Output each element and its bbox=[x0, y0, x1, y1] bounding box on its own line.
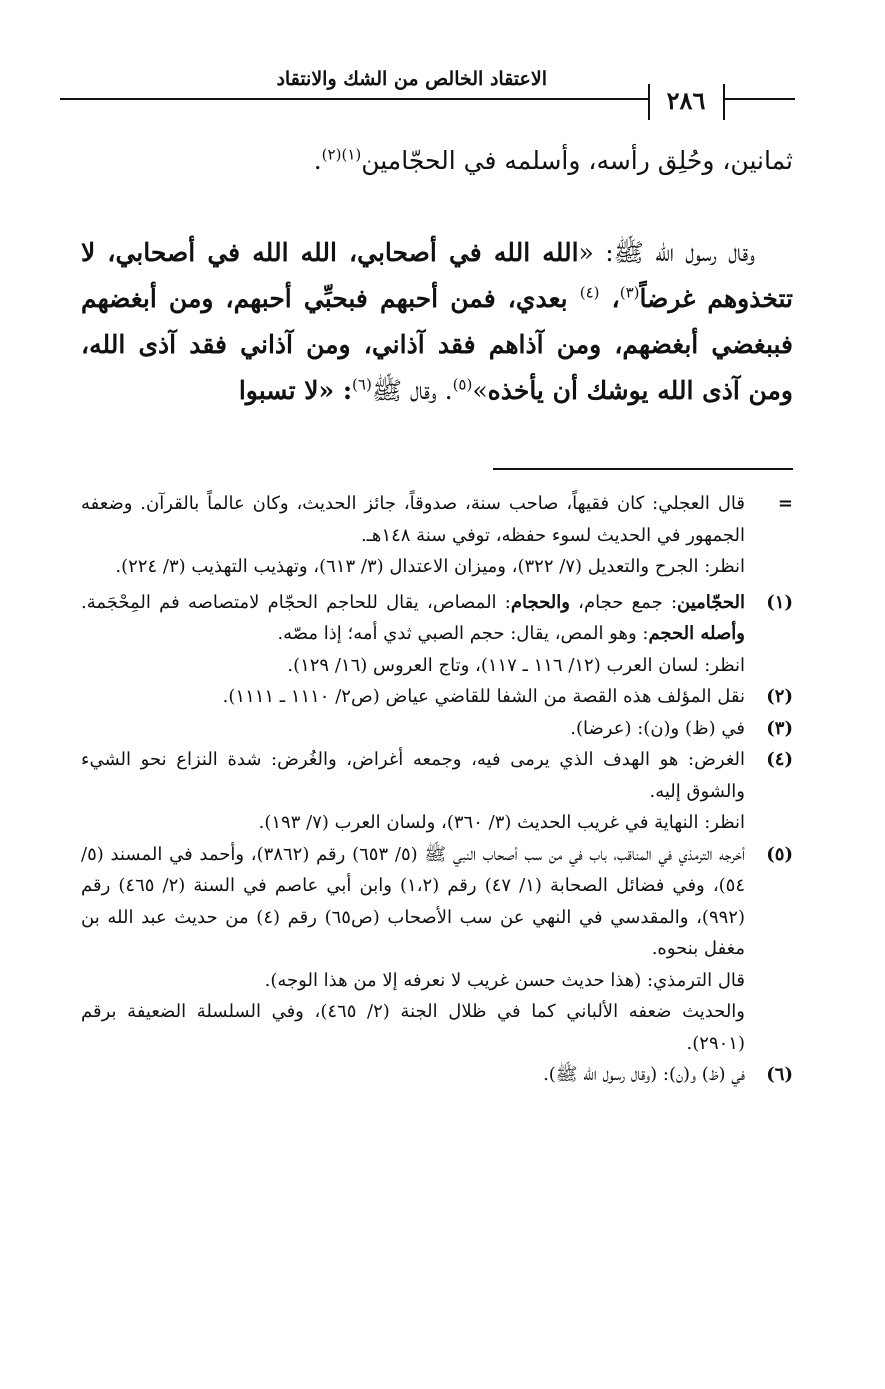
footnote-text: قال الترمذي: (هذا حديث حسن غريب لا نعرفه إلا من هذا الوجه). bbox=[264, 969, 745, 991]
footnote-text: انظر: الجرح والتعديل (٧/ ٣٢٢)، وميزان الاعتدال (٣/ ٦١٣)، وتهذيب التهذيب (٣/ ٢٢٤). bbox=[115, 556, 745, 577]
hadith-text: : «لا تسبوا bbox=[238, 376, 353, 405]
hadith-text: الله الله في أصحابي، الله الله في أصحابي، لا تتخذوهم غرضاً bbox=[81, 238, 794, 313]
header-rule bbox=[725, 98, 795, 100]
footnote-2 bbox=[81, 681, 793, 713]
footnote-marker: = bbox=[777, 493, 793, 514]
footnote-text-part: : وهو المص، يقال: حجم الصبي ثدي أمه؛ إذا مصّه. bbox=[277, 623, 649, 644]
footnote-separator bbox=[493, 468, 793, 470]
footnote-text: الغرض: هو الهدف الذي يرمى فيه، وجمعه أغراض، والغُرض: شدة النزاع نحو الشيء والشوق إليه. bbox=[81, 749, 745, 802]
footnote-marker: (٣) bbox=[766, 717, 793, 739]
footnotes bbox=[81, 488, 793, 1091]
hadith-text: بعدي، فمن أحبهم فبحبِّي أحبهم، ومن أبغضهم فببغضي أبغضهم، ومن آذاهم فقد آذاني، ومن آذاني فقد آذى الله، ومن آذى الله يوشك أن يأخذه bbox=[81, 284, 793, 405]
footnote-text: انظر: لسان العرب (١٢/ ١١٦ ـ ١١٧)، وتاج العروس (١٦/ ١٢٩). bbox=[287, 654, 745, 676]
footnote-text: نقل المؤلف هذه القصة من الشفا للقاضي عياض (ص٢/ ١١١٠ ـ ١١١١). bbox=[222, 686, 745, 707]
footnote-text-part: : جمع حجام، bbox=[569, 591, 678, 613]
footnote-ref: (٦) bbox=[352, 375, 372, 394]
book-title: الاعتقاد الخالص من الشك والانتقاد bbox=[276, 68, 547, 90]
footnote-ref: (٣) bbox=[619, 283, 640, 302]
footnote-ref: (١)(٢) bbox=[321, 145, 362, 164]
footnote-3 bbox=[81, 713, 793, 745]
narration-text: . وقال ﷺ bbox=[371, 376, 453, 405]
footnote-continued bbox=[81, 488, 793, 583]
running-header bbox=[60, 62, 795, 122]
footnote-6 bbox=[81, 1059, 793, 1091]
footnote-text: والحديث ضعفه الألباني كما في ظلال الجنة (٢/ ٤٦٥)، وفي السلسلة الضعيفة برقم (٢٩٠١). bbox=[81, 1001, 745, 1054]
header-divider bbox=[648, 84, 650, 120]
footnote-ref: (٥) bbox=[452, 375, 473, 394]
footnote-4 bbox=[81, 744, 793, 839]
main-text bbox=[81, 138, 793, 414]
hadith-paragraph bbox=[81, 230, 793, 414]
header-rule bbox=[60, 98, 650, 100]
footnote-text: قال العجلي: كان فقيهاً، صاحب سنة، صدوقاً، جائز الحديث، وكان عالماً بالقرآن. وضعفه الجمهور في الحديث لسوء حفظه، توفي سنة ١٤٨هـ. bbox=[81, 493, 745, 546]
footnote-text: أخرجه الترمذي في المناقب، باب في من سب أصحاب النبي ﷺ (٥/ ٦٥٣) رقم (٣٨٦٢)، وأحمد في المسند (٥/ ٥٤)، وفي فضائل الصحابة (١/ ٤٧) رقم (١،٢) وابن أبي عاصم في السنة (٢/ ٤٦٥) رقم (٩٩٢)، والمقدسي في النهي عن سب الأصحاب (ص٦٥) رقم (٤) من حديث عبد الله بن مغفل بنحوه. bbox=[81, 843, 746, 959]
footnote-1 bbox=[81, 587, 793, 682]
footnote-text bbox=[81, 587, 745, 650]
page-number: ٢٨٦ bbox=[666, 86, 706, 115]
footnote-marker: (٤) bbox=[766, 749, 793, 770]
footnote-marker: (٢) bbox=[766, 686, 793, 707]
hadith-text: ، bbox=[599, 284, 620, 313]
continuation-paragraph bbox=[81, 138, 793, 184]
footnote-marker: (٦) bbox=[766, 1064, 793, 1085]
footnote-text: في (ظ) و(ن): (عرضا). bbox=[570, 717, 745, 739]
continuation-text: ثمانين، وحُلِق رأسه، وأسلمه في الحجّامين bbox=[361, 146, 793, 175]
header-divider bbox=[723, 84, 725, 120]
hadith-intro: وقال رسول الله ﷺ: « bbox=[578, 238, 755, 267]
footnote-text: في (ظ) و(ن): (وقال رسول الله ﷺ). bbox=[543, 1064, 745, 1085]
quote-close: » bbox=[472, 376, 488, 405]
footnote-text: انظر: النهاية في غريب الحديث (٣/ ٣٦٠)، ولسان العرب (٧/ ١٩٣). bbox=[258, 812, 745, 833]
footnote-marker: (٥) bbox=[766, 843, 793, 865]
period: . bbox=[313, 146, 322, 175]
footnote-marker: (١) bbox=[766, 591, 793, 613]
defined-term: والحجام bbox=[510, 591, 570, 613]
footnote-ref: (٤) bbox=[579, 283, 600, 302]
footnote-text-part: : المصاص، يقال للحاجم الحجّام لامتصاصه فم المِحْجَمة. bbox=[81, 591, 511, 613]
defined-term: وأصله الحجم bbox=[648, 623, 745, 644]
defined-term: الحجّامين bbox=[677, 591, 745, 613]
footnote-5 bbox=[81, 839, 793, 1060]
